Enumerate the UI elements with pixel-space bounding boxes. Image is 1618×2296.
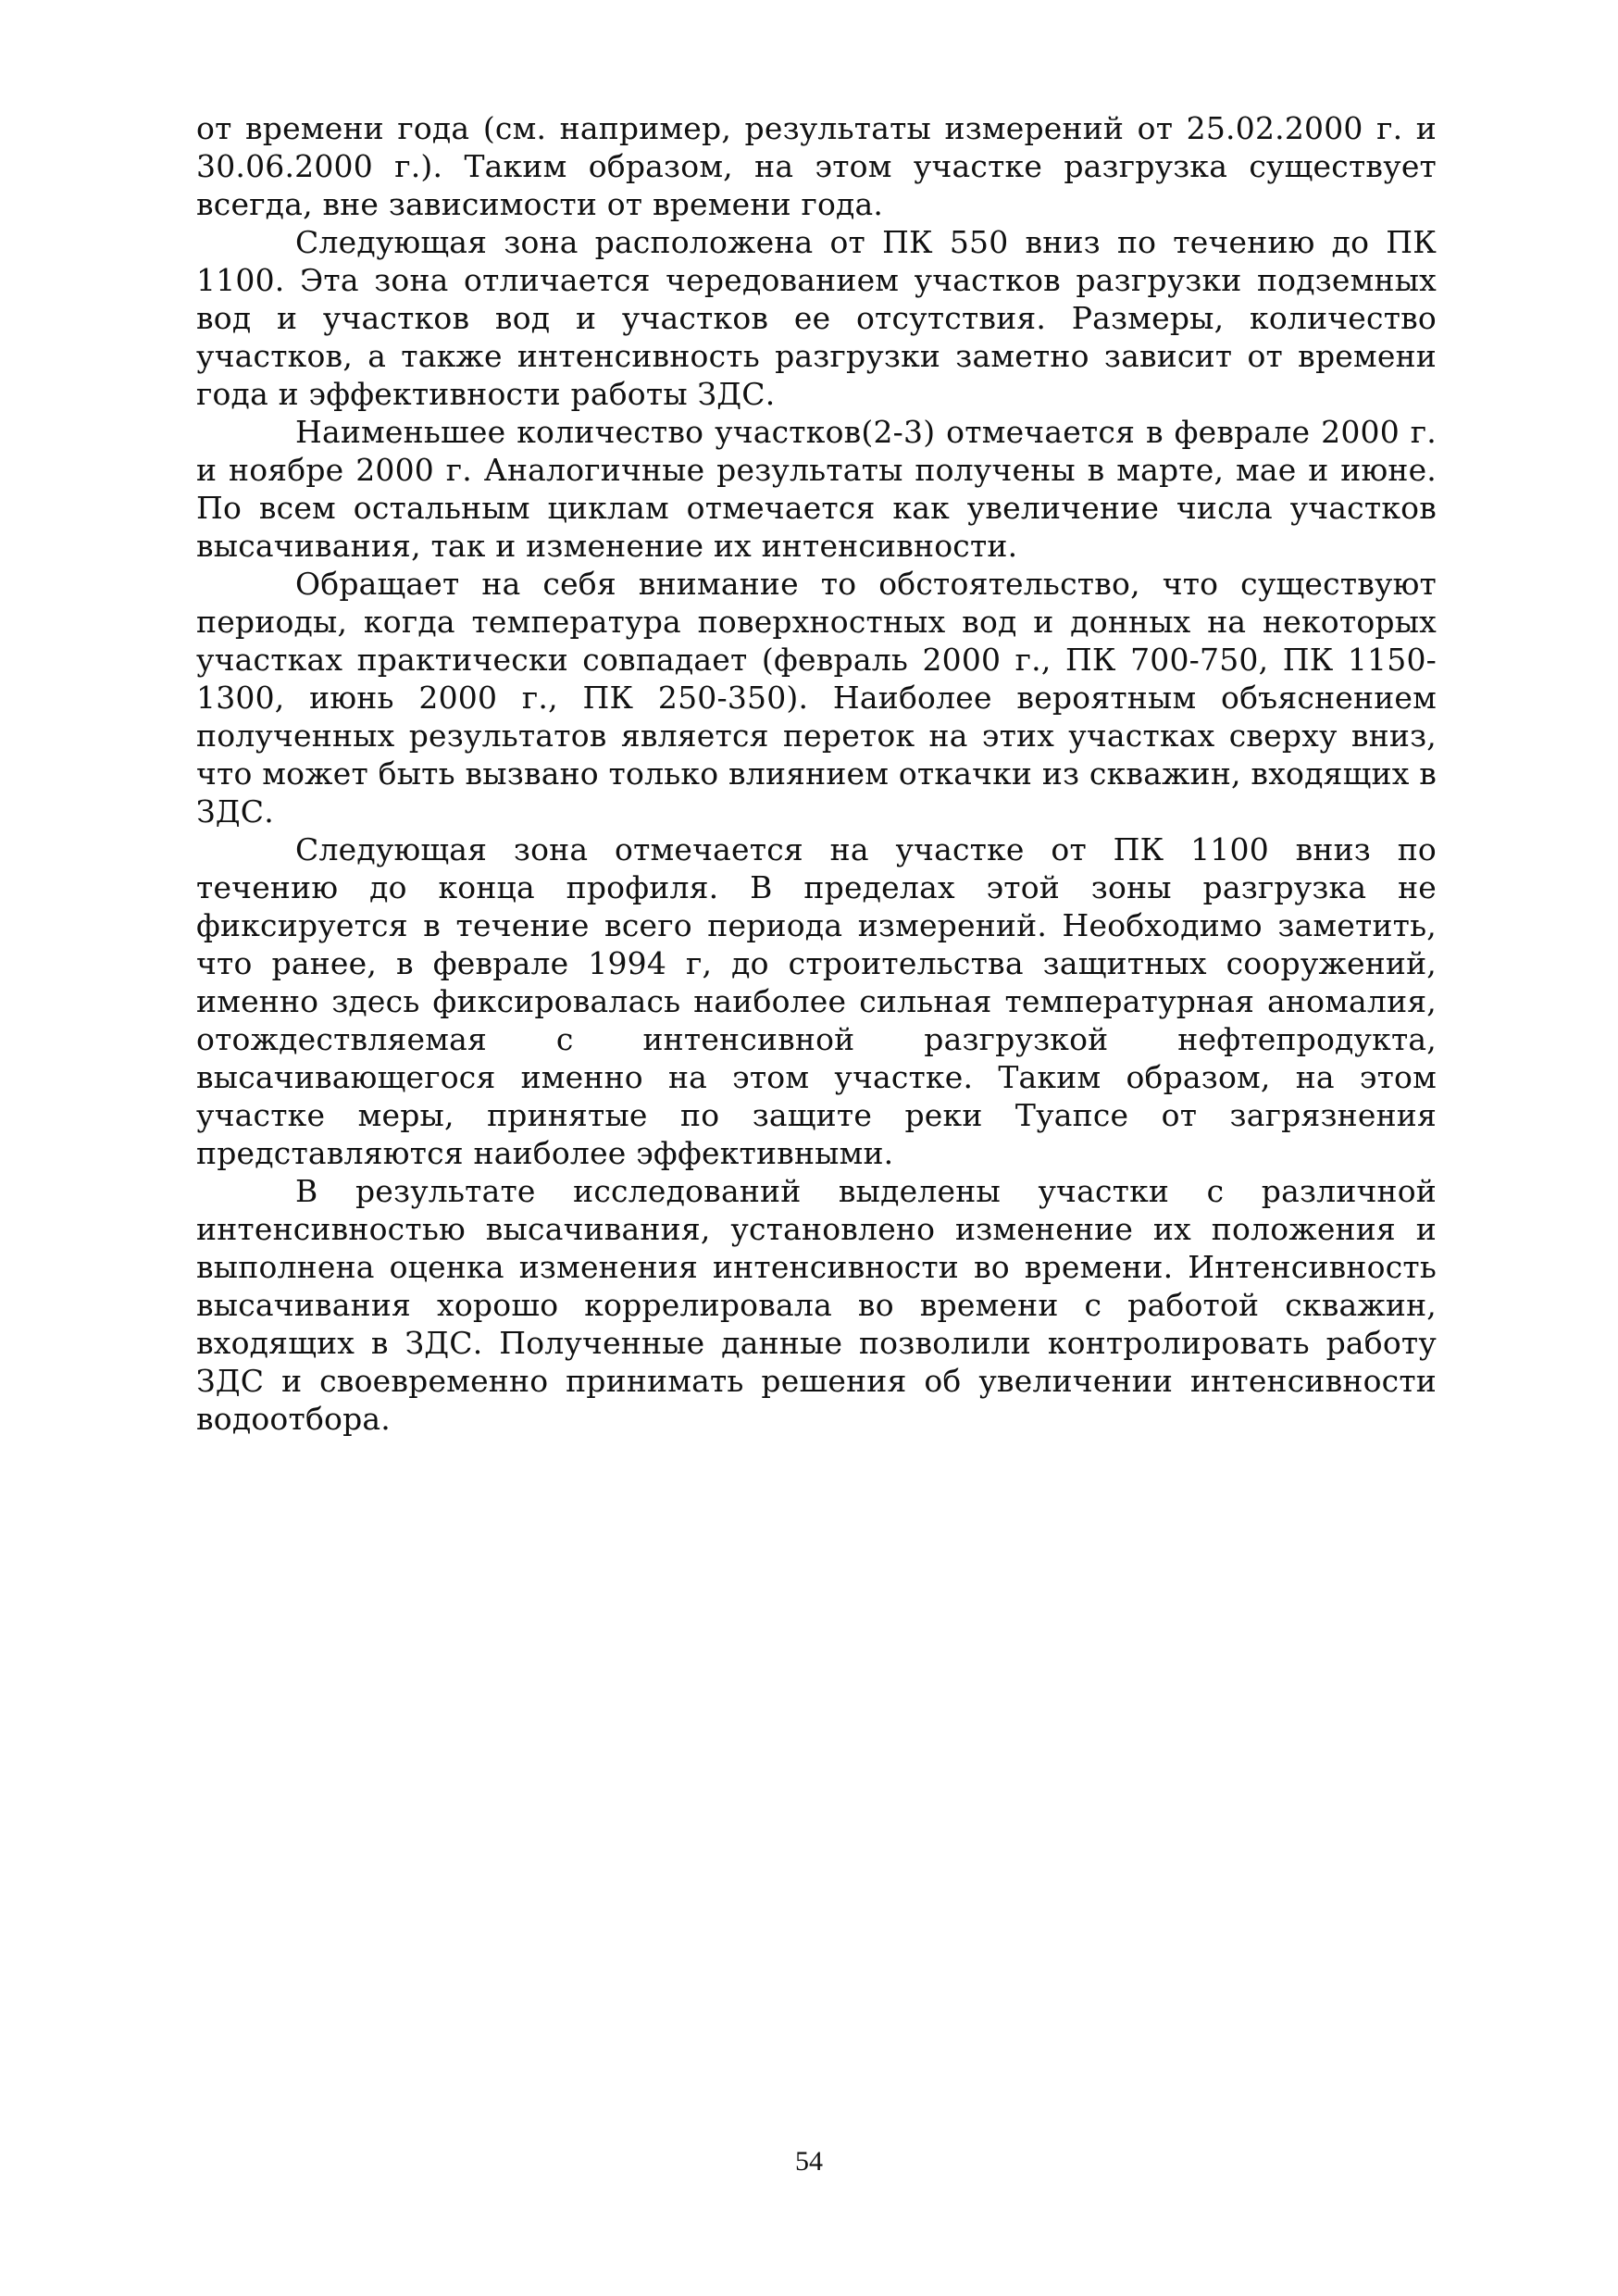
- paragraph-temperature-periods: Обращает на себя внимание то обстоятельство, что существуют периоды, когда температура поверхностных вод и донных на некоторых участках практически совпадает (февраль 2000 г., ПК 700-750, ПК 1150-1300, июнь 2000 г., ПК 250-350). Наиболее вероятным объяснением полученных результатов является переток на этих участках сверху вниз, что может быть вызвано только влиянием откачки из скважин, входящих в ЗДС.: [196, 566, 1437, 830]
- body-text: [196, 109, 1437, 1438]
- paragraph-conclusion: В результате исследований выделены участки с различной интенсивностью высачивания, установлено изменение их положения и выполнена оценка изменения интенсивности во времени. Интенсивность высачивания хорошо коррелировала во времени с работой скважин, входящих в ЗДС. Полученные данные позволили контролировать работу ЗДС и своевременно принимать решения об увеличении интенсивности водоотбора.: [196, 1173, 1437, 1437]
- paragraph-zone-pk1100: Следующая зона отмечается на участке от ПК 1100 вниз по течению до конца профиля. В пределах этой зоны разгрузка не фиксируется в течение всего периода измерений. Необходимо заметить, что ранее, в феврале 1994 г, до строительства защитных сооружений, именно здесь фиксировалась наиболее сильная температурная аномалия, отождествляемая с интенсивной разгрузкой нефтепродукта, высачивающегося именно на этом участке. Таким образом, на этом участке меры, принятые по защите реки Туапсе от загрязнения представляются наиболее эффективными.: [196, 831, 1437, 1171]
- paragraph-min-sections: Наименьшее количество участков(2-3) отмечается в феврале 2000 г. и ноябре 2000 г. Аналогичные результаты получены в марте, мае и июне. По всем остальным циклам отмечается как увеличение числа участков высачивания, так и изменение их интенсивности.: [196, 414, 1437, 564]
- paragraph-continuation: от времени года (см. например, результаты измерений от 25.02.2000 г. и 30.06.2000 г.). Таким образом, на этом участке разгрузка существует всегда, вне зависимости от времени года.: [196, 110, 1437, 222]
- paragraph-zone-pk550: Следующая зона расположена от ПК 550 вниз по течению до ПК 1100. Эта зона отличается чередованием участков разгрузки подземных вод и участков вод и участков ее отсутствия. Размеры, количество участков, а также интенсивность разгрузки заметно зависит от времени года и эффективности работы ЗДС.: [196, 224, 1437, 412]
- page-number: 54: [795, 2146, 823, 2177]
